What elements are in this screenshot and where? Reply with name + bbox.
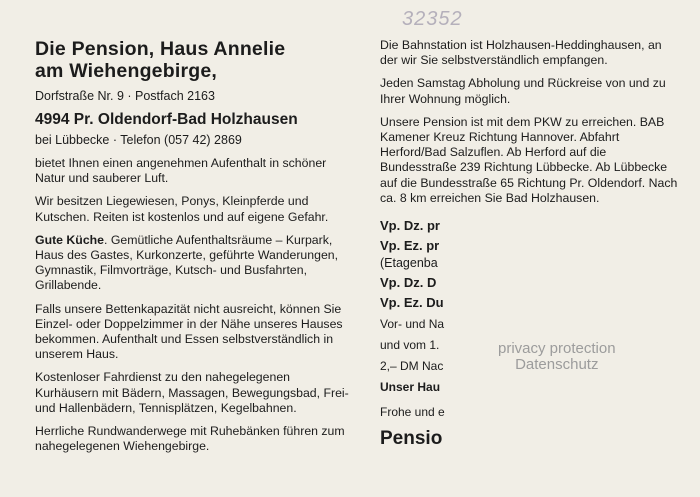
paragraph-bahnstation: Die Bahnstation ist Holzhausen-Heddinghausen, an der wir Sie selbstverständlich empfangen. — [380, 38, 662, 68]
price-etagenbad: (Etagenba — [380, 256, 438, 271]
phone: bei Lübbecke · Telefon (057 42) 2869 — [35, 133, 242, 147]
privacy-line-1: privacy protection — [498, 340, 616, 357]
kueche-heading: Gute Küche — [35, 232, 105, 247]
right-column — [380, 38, 680, 450]
handwritten-number: 32352 — [402, 8, 463, 30]
price-vp-dz-pr: Vp. Dz. pr — [380, 218, 440, 234]
price-list — [380, 218, 680, 311]
title-line-1: Die Pension, Haus Annelie — [35, 38, 286, 60]
paragraph-betten: Falls unsere Bettenkapazität nicht ausreicht, können Sie Einzel- oder Doppelzimmer in der Nähe unseres Hauses bekommen. Aufenthalt und Essen selbstverständlich in unserem Haus. — [35, 301, 343, 362]
privacy-line-2: Datenschutz — [515, 356, 599, 373]
kueche-text: . Gemütliche Aufenthaltsräume – Kurpark, Haus des Gastes, Kurkonzerte, geführte Wanderungen, Gymnastik, Filmvorträge, Kutsch- und Busfahrten, Grillabende. — [35, 232, 339, 293]
privacy-overlay — [498, 341, 616, 373]
paragraph-aufenthalt: bietet Ihnen einen angenehmen Aufenthalt in schöner Natur und sauberer Luft. — [35, 156, 327, 186]
city: 4994 Pr. Oldendorf-Bad Holzhausen — [35, 111, 298, 128]
price-vp-ez-pr: Vp. Ez. pr — [380, 238, 440, 254]
left-column — [35, 38, 355, 454]
text-unser-haus: Unser Hau — [380, 380, 441, 395]
signature-pension: Pensio — [380, 428, 443, 450]
text-dm-nachlass: 2,– DM Nac — [380, 359, 444, 374]
title-line-2: am Wiehengebirge, — [35, 60, 218, 82]
paragraph-wanderwege: Herrliche Rundwanderwege mit Ruhebänken führen zum nahegelegenen Wiehengebirge. — [35, 424, 345, 454]
price-vp-dz-d: Vp. Dz. D — [380, 275, 437, 291]
text-frohe: Frohe und e — [380, 405, 445, 420]
price-vp-ez-du: Vp. Ez. Du — [380, 295, 444, 311]
paragraph-samstag: Jeden Samstag Abholung und Rückreise von und zu Ihrer Wohnung möglich. — [380, 76, 666, 106]
paragraph-fahrdienst: Kostenloser Fahrdienst zu den nahegelegenen Kurhäusern mit Bädern, Massagen, Bewegungsbad, Frei- und Hallenbädern, Tennisplätzen, Kegelbahnen. — [35, 370, 349, 415]
paragraph-kueche — [35, 233, 355, 294]
paragraph-liegewiesen: Wir besitzen Liegewiesen, Ponys, Kleinpferde und Kutschen. Reiten ist kostenlos und auf eigene Gefahr. — [35, 194, 329, 224]
text-vor-und-nach: Vor- und Na — [380, 317, 445, 332]
address: Dorfstraße Nr. 9 · Postfach 2163 — [35, 89, 215, 103]
paragraph-anfahrt: Unsere Pension ist mit dem PKW zu erreichen. BAB Kamener Kreuz Richtung Hannover. Abfahrt Herford/Bad Salzuflen. Ab Herford auf die Bundesstraße 239 Richtung Lübbecke. Ab Lübbecke auf die Bundesstraße 65 Richtung Pr. Oldendorf. Nach ca. 8 km erreichen Sie Bad Holzhausen. — [380, 114, 678, 205]
text-und-vom: und vom 1. — [380, 338, 440, 353]
